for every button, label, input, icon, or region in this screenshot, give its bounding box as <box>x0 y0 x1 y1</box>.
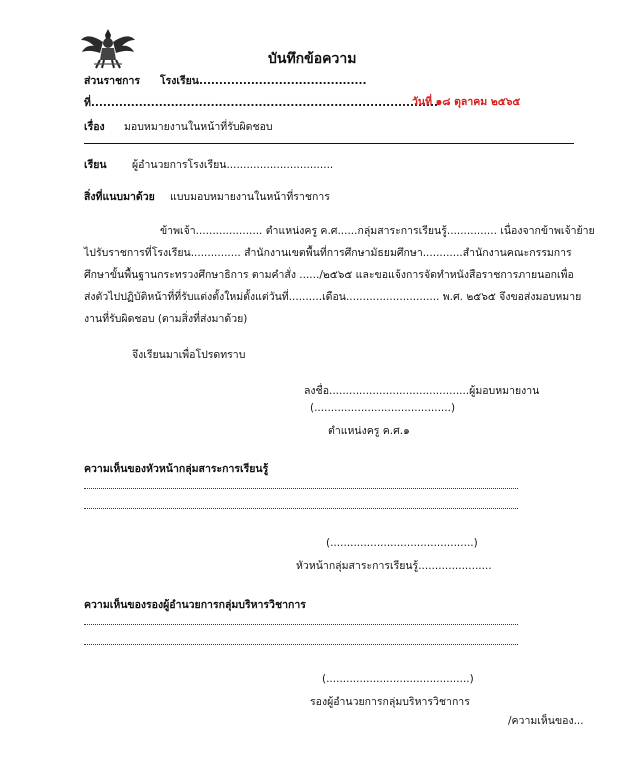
head-signature-position: หัวหน้ากลุ่มสาระการเรียนรู้...................... <box>296 560 492 572</box>
header-divider <box>84 143 574 144</box>
closing-text: จึงเรียนมาเพื่อโปรดทราบ <box>132 349 246 361</box>
body-line: ข้าพเจ้า.................... ตำแหน่งครู ค.ศ......กลุ่มสาระการเรียนรู้............... เนื่องจากข้าพเจ้าย้าย <box>160 225 595 237</box>
deputy-opinion-line-2 <box>84 644 518 645</box>
body-line: ศึกษาขั้นพื้นฐานกระทรวงศึกษาธิการ ตามคำสั่ง ....../๒๕๖๕ และขอแจ้งการจัดทำหนังสือราชการภายนอกเพื่อ <box>84 269 574 281</box>
agency-label: ส่วนราชการ <box>84 75 141 87</box>
deputy-opinion-line-1 <box>84 624 518 625</box>
subject-value: มอบหมายงานในหน้าที่รับผิดชอบ <box>124 121 273 133</box>
attachment-value: แบบมอบหมายงานในหน้าที่ราชการ <box>170 191 330 203</box>
document-date: วันที่ ๑๘ ตุลาคม ๒๕๖๕ <box>412 96 521 108</box>
subject-label: เรื่อง <box>84 121 105 133</box>
body-line: งานที่รับผิดชอบ (ตามสิ่งที่ส่งมาด้วย) <box>84 313 248 325</box>
recipient-label: เรียน <box>84 159 107 171</box>
attachment-label: สิ่งที่แนบมาด้วย <box>84 191 155 203</box>
head-opinion-title: ความเห็นของหัวหน้ากลุ่มสาระการเรียนรู้ <box>84 463 269 475</box>
reference-number: ที่....................................................................................... <box>84 97 438 109</box>
body-line: ส่งตัวไปปฏิบัติหน้าที่ที่รับแต่งตั้งใหม่ตั้งแต่วันที่..........เดือน............................ พ.ศ. ๒๕๖๕ จึงขอส่งมอบหมาย <box>84 291 582 303</box>
continuation-note: /ความเห็นของ... <box>508 715 584 727</box>
body-paragraph <box>84 220 595 330</box>
deputy-opinion-title: ความเห็นของรองผู้อำนวยการกลุ่มบริหารวิชาการ <box>84 599 306 611</box>
signature-line: ลงชื่อ..........................................ผู้มอบหมายงาน <box>304 385 540 397</box>
garuda-emblem-icon <box>80 26 136 70</box>
signature-name: (.........................................) <box>310 402 456 414</box>
head-signature-name: (...........................................) <box>326 537 478 549</box>
head-opinion-line-1 <box>84 488 518 489</box>
signature-position: ตำแหน่งครู ค.ศ.๑ <box>328 425 410 437</box>
agency-value: โรงเรียน.......................................... <box>160 75 367 87</box>
recipient-value: ผู้อำนวยการโรงเรียน................................ <box>132 159 334 171</box>
head-opinion-line-2 <box>84 508 518 509</box>
deputy-signature-name: (...........................................) <box>322 673 474 685</box>
body-line: ไปรับราชการที่โรงเรียน............... สำนักงานเขตพื้นที่การศึกษามัธยมศึกษา............สำนักงานคณะกรรมการ <box>84 247 572 259</box>
deputy-signature-position: รองผู้อำนวยการกลุ่มบริหารวิชาการ <box>310 696 470 708</box>
document-title: บันทึกข้อความ <box>268 51 357 67</box>
